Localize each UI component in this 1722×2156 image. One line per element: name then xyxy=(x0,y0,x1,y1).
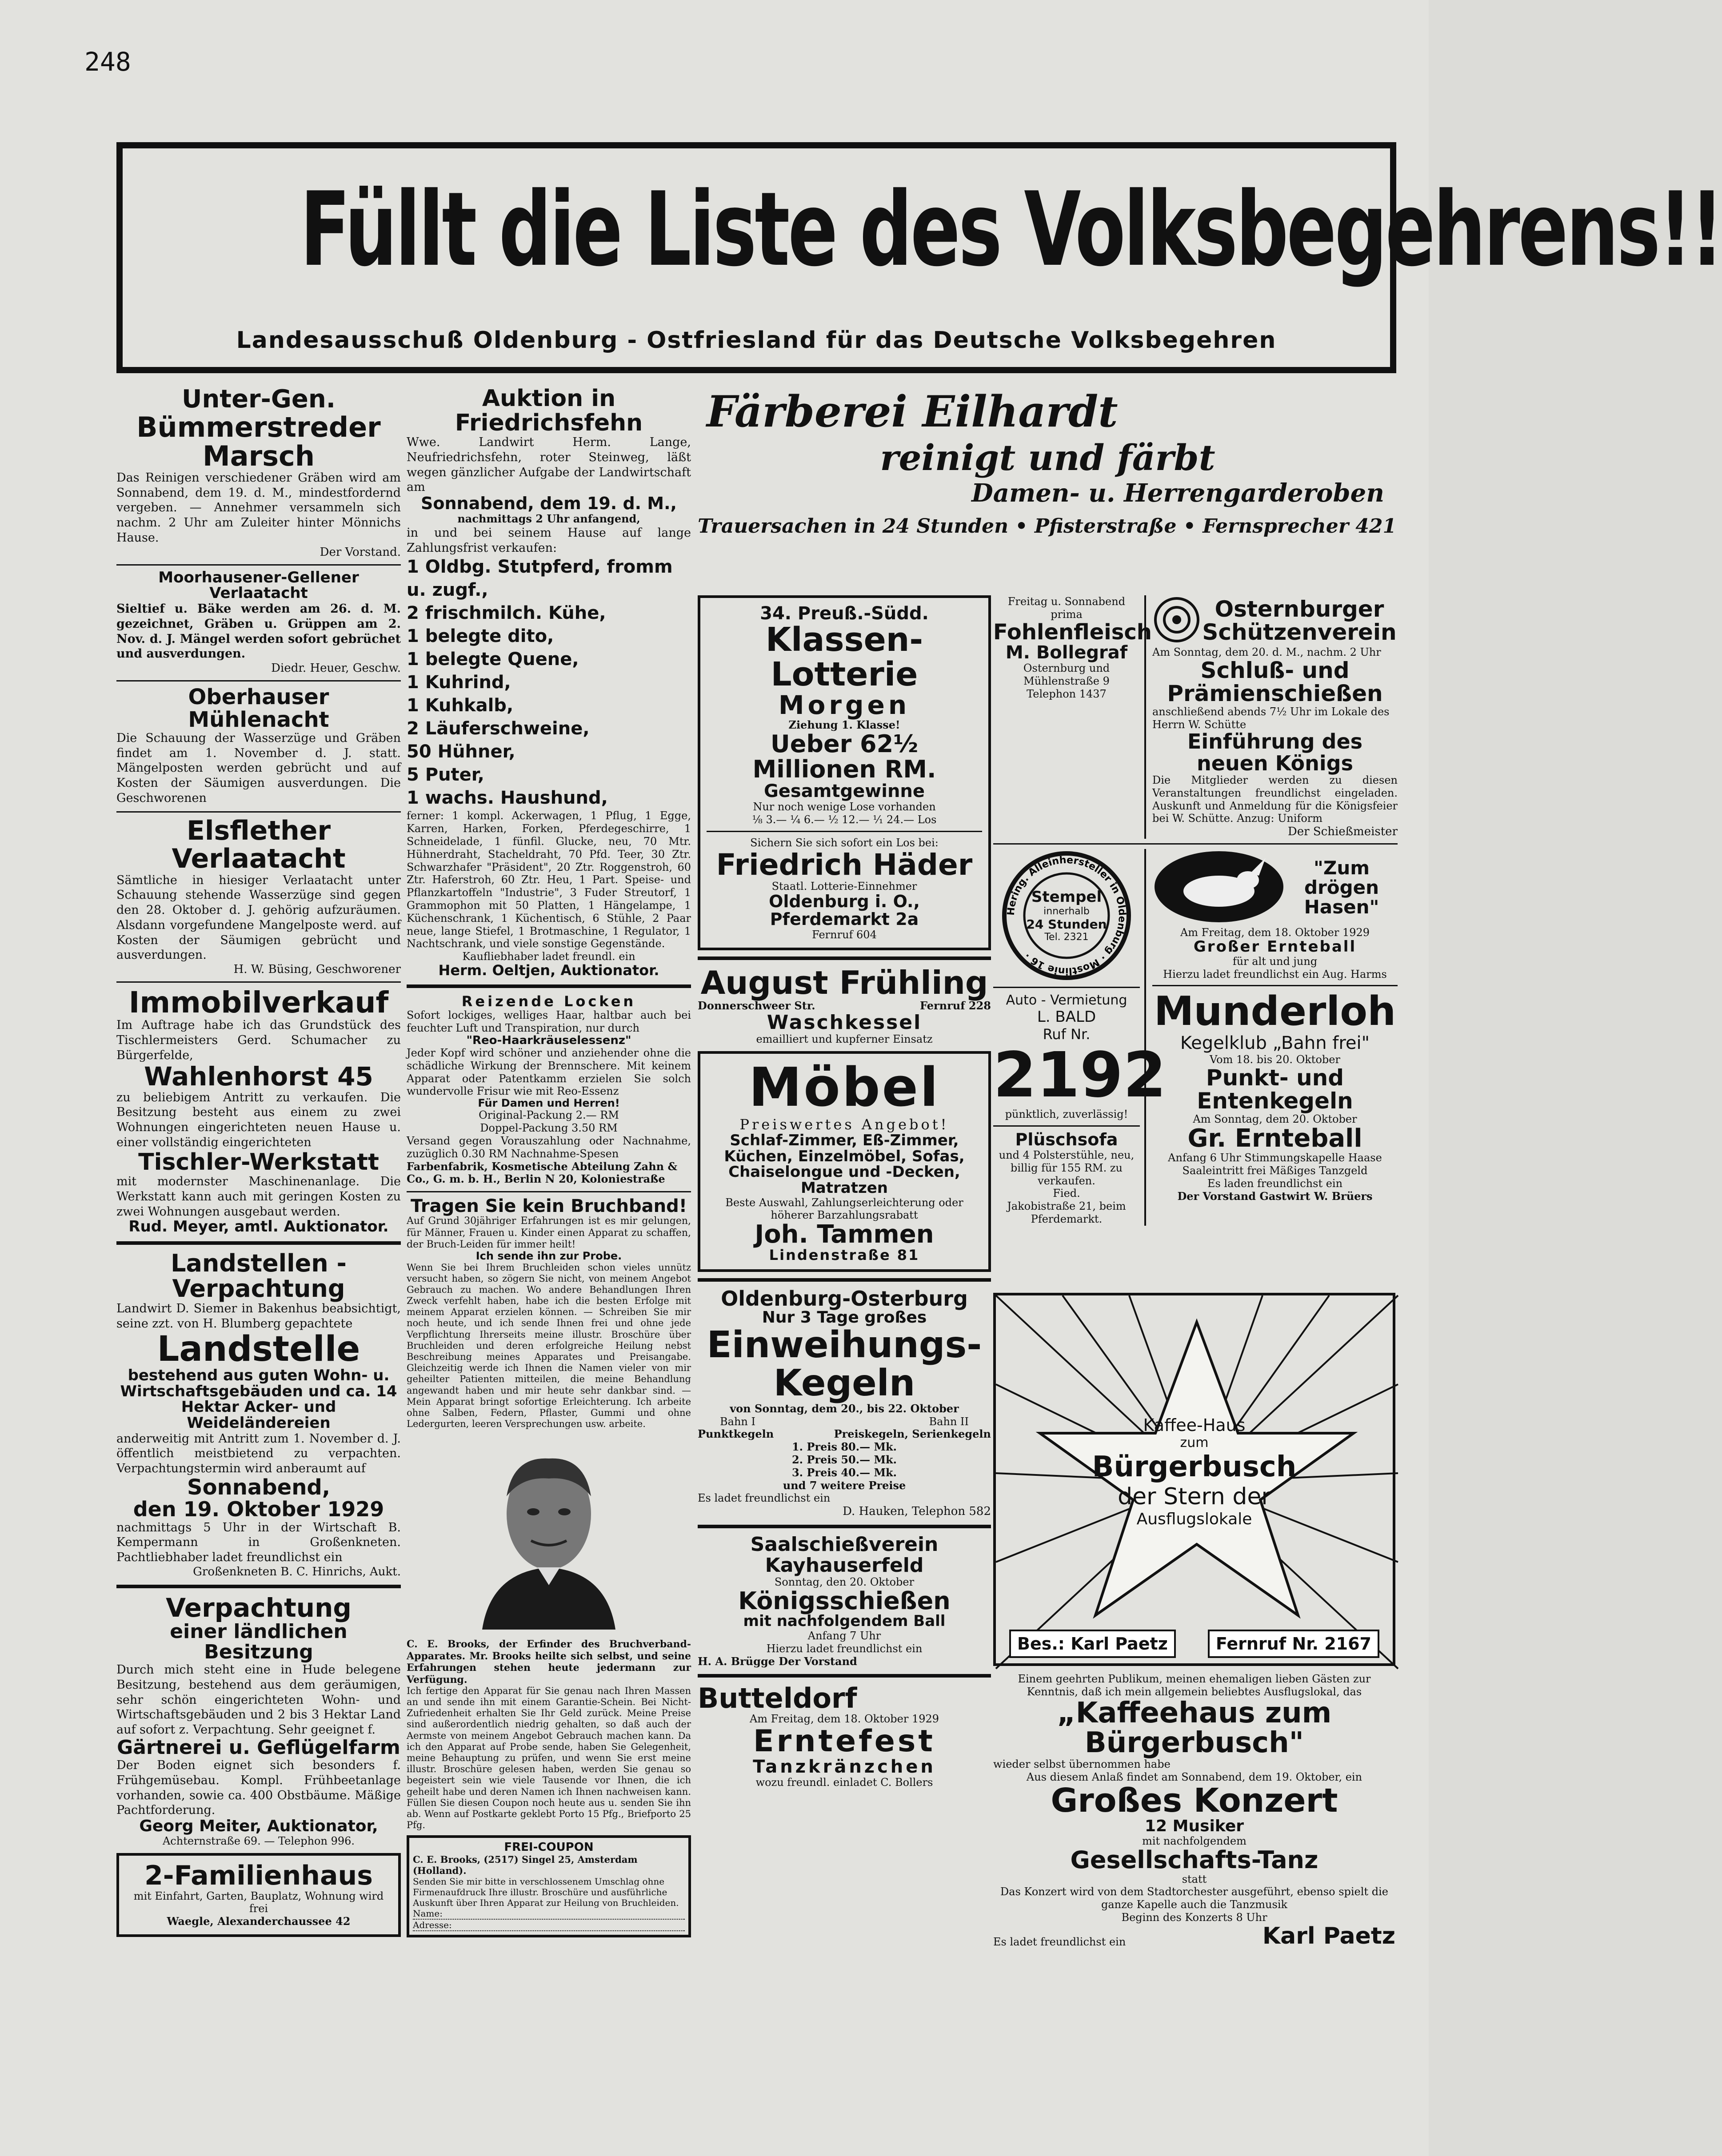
ad-subtitle: Tischler-Werkstatt xyxy=(138,1148,379,1176)
ad-title: "Zum drögen Hasen" xyxy=(1304,857,1379,918)
ad-bahn-1: Bahn I xyxy=(720,1415,755,1428)
ad-immobilverkauf xyxy=(116,987,401,1235)
ad-time: Anfang 7 Uhr xyxy=(807,1630,881,1642)
auction-item: 50 Hühner, xyxy=(407,741,515,762)
ad-big-word: Landstelle xyxy=(157,1329,360,1369)
ad-date-2: Am Sonntag, dem 20. Oktober xyxy=(1193,1112,1357,1125)
ad-description: emailliert und kupferner Einsatz xyxy=(756,1033,933,1046)
ad-signature: Rud. Meyer, amtl. Auktionator. xyxy=(128,1218,389,1236)
ad-title: Landstellen - Verpachtung xyxy=(171,1249,347,1303)
coupon-address: C. E. Brooks, (2517) Singel 25, Amsterdam (Holland). xyxy=(413,1853,638,1876)
ad-subtitle: Für Damen und Herren! xyxy=(478,1097,620,1110)
target-emblem-icon xyxy=(1152,595,1201,646)
ad-text-2: wieder selbst übernommen habe xyxy=(993,1757,1171,1770)
ad-signature: Der Schießmeister xyxy=(1287,825,1398,839)
ad-event-2: Gesellschafts-Tanz xyxy=(1070,1845,1318,1874)
ad-subtitle-2: Damen- u. Herrengarderoben xyxy=(971,478,1384,508)
ad-time: Anfang 6 Uhr Stimmungskapelle Haase xyxy=(1168,1152,1382,1164)
stamp-line-4: Tel. 2321 xyxy=(1044,932,1089,943)
phone-label: Fernruf Nr. 2167 xyxy=(1208,1630,1379,1658)
ad-text: Am Sonntag, dem 20. d. M., nachm. 2 Uhr xyxy=(1152,646,1381,658)
ad-text-4: mit nachfolgendem xyxy=(1142,1835,1247,1848)
stamp-line-3: 24 Stunden xyxy=(1026,917,1107,932)
ad-text: mit Einfahrt, Garten, Bauplatz, Wohnung wird frei xyxy=(133,1889,384,1915)
ad-signature: Waegle, Alexanderchaussee 42 xyxy=(167,1915,351,1928)
ad-price-2: Doppel-Packung 3.50 RM xyxy=(480,1122,618,1135)
ad-prize-4: und 7 weitere Preise xyxy=(783,1479,906,1492)
ad-text: Wwe. Landwirt Herm. Lange, Neufriedrichsfehn, roter Steinweg, läßt wegen gänzlicher Aufgabe der Landwirtschaft am xyxy=(407,435,691,494)
ad-text: Sieltief u. Bäke werden am 26. d. M. gezeichnet, Gräben u. Grüppen am 2. Nov. d. J. Mängel werden sofort gebrüchet und ausverdungen. xyxy=(116,602,401,661)
ad-description: bestehend aus guten Wohn- u. Wirtschaftsgebäuden und ca. 14 Hektar Acker- und Weideländereien xyxy=(120,1366,397,1432)
auction-item-list xyxy=(407,555,691,809)
ad-moebel xyxy=(698,1051,991,1272)
ad-name: Friedrich Häder xyxy=(716,847,973,882)
ad-bruchband xyxy=(407,1197,691,1937)
ad-top: Oldenburg-Osterburg xyxy=(721,1286,968,1311)
ad-droegen-hasen xyxy=(1152,849,1398,980)
ad-title: Tragen Sie kein Bruchband! xyxy=(411,1196,687,1217)
ad-event: Punkt- und Entenkegeln xyxy=(1197,1064,1353,1114)
ad-text-2: anderweitig mit Antritt zum 1. November d. J. öffentlich meistbietend zu verpachten. Verpachtungstermin wird anberaumt auf xyxy=(116,1431,401,1476)
ad-name: „Kaffeehaus zum Bürgerbusch" xyxy=(1057,1696,1332,1759)
ad-text-2: anschließend abends 7½ Uhr im Lokale des Herrn W. Schütte xyxy=(1152,705,1390,731)
ad-product: "Reo-Haarkräuselessenz" xyxy=(466,1033,631,1047)
ad-faerberei-eilhardt xyxy=(698,387,1398,538)
ad-title: Reizende Locken xyxy=(461,992,636,1010)
ad-text-3: Ich fertige den Apparat für Sie genau nach Ihren Massen an und sende ihn mit einem Garantie-Schein. Bei Nicht-Zufriedenheit erhalten Sie Ihr Geld zurück. Meine Preise sind außerordentlich niedrig gehalten, so daß auch der Aermste von meinem Angebot Gebrauch machen kann. Da ich den Apparat auf Probe sende, haben Sie Gelegenheit, meine Behauptung zu prüfen, und wenn Sie erst meine illustr. Broschüre gelesen haben, werden Sie genau so begeistert sein wie viele Tausende vor Ihnen, die ich geheilt habe und deren Namen ich Ihnen nachweisen kann. Füllen Sie diesen Coupon noch heute aus u. senden Sie ihn ab. Wenn auf Postkarte geklebt Porto 15 Pfg., Briefporto 25 Pfg. xyxy=(407,1685,691,1831)
ad-auto: Auto - Vermietung xyxy=(1006,992,1127,1008)
ad-day: Sonnabend, xyxy=(187,1475,330,1500)
star-line-1: Kaffee-Haus xyxy=(1143,1415,1246,1435)
ad-title: Verpachtung xyxy=(166,1592,352,1623)
column-1 xyxy=(116,387,401,2026)
ad-prize-2: 2. Preis 50.— Mk. xyxy=(791,1453,897,1467)
ad-title: Klassen-Lotterie xyxy=(765,621,923,693)
ad-telephone: Telephon 1437 xyxy=(1027,687,1107,700)
ad-kaffeehaus-star xyxy=(993,1293,1395,1666)
ad-prices: ⅛ 3.— ¼ 6.— ½ 12.— ⅟₁ 24.— Los xyxy=(752,813,937,826)
ad-sichern: Sichern Sie sich sofort ein Los bei: xyxy=(750,837,939,849)
ad-event-2: mit nachfolgendem Ball xyxy=(743,1612,946,1630)
stamp-line-1: Stempel xyxy=(1031,888,1102,906)
stamp-ring-text: Hering. Alleinhersteller in Oldenburg · Mostlinie 16 · xyxy=(1005,855,1128,977)
ad-big: Ueber 62½ Millionen RM. xyxy=(752,730,936,783)
ad-date: den 19. Oktober 1929 xyxy=(133,1497,384,1522)
ad-subtitle: einer ländlichen Besitzung xyxy=(170,1620,348,1663)
ad-event: Großes Konzert xyxy=(1051,1781,1338,1820)
ad-top: 34. Preuß.-Südd. xyxy=(760,603,929,624)
ad-signature: Farbenfabrik, Kosmetische Abteilung Zahn & Co., G. m. b. H., Berlin N 20, Koloniestraße xyxy=(407,1160,678,1186)
ad-signature: Es ladet freundlichst ein xyxy=(698,1492,831,1505)
ad-subtitle: für alt und jung xyxy=(1232,955,1318,968)
ad-address: Jakobistraße 21, beim Pferdemarkt. xyxy=(1007,1200,1126,1226)
ad-ruf: Ruf Nr. xyxy=(1043,1026,1091,1043)
ad-text: Das Reinigen verschiedener Gräben wird am Sonnabend, dem 19. d. M., mindestfordernd vergeben. — Annehmer versammeln sich nachm. 2 Uhr am Zuleiter hinter Mönnichs Hause. xyxy=(116,470,401,545)
ad-title: 2-Familienhaus xyxy=(144,1860,373,1891)
auction-item: 1 belegte dito, xyxy=(407,626,554,647)
ad-signature: Hierzu ladet freundlichst ein Aug. Harms xyxy=(1163,968,1387,980)
ad-time: nachmittags 2 Uhr anfangend, xyxy=(457,512,640,526)
auction-item: 1 wachs. Haushund, xyxy=(407,788,608,809)
ad-text: Freitag u. Sonnabend prima xyxy=(1007,595,1126,621)
banner-headline: Füllt die Liste des Volksbegehrens!! xyxy=(300,171,1722,289)
ad-elsfleth xyxy=(116,817,401,976)
star-line-4: der Stern der xyxy=(1118,1483,1271,1510)
ad-butteldorf xyxy=(698,1684,991,1789)
column-4 xyxy=(993,595,1398,1226)
star-line-2: zum xyxy=(1180,1435,1209,1451)
ad-signature: wozu freundl. einladet C. Bollers xyxy=(755,1776,933,1789)
ad-kegel-1: Punktkegeln xyxy=(698,1427,774,1441)
ad-title: August Frühling xyxy=(700,964,988,1001)
ad-signature: Es ladet freundlichst ein xyxy=(993,1935,1126,1948)
stamp-line-2: innerhalb xyxy=(1043,906,1090,917)
ad-morgen: Morgen xyxy=(778,690,911,721)
ad-address: Donnerschweer Str. xyxy=(698,999,815,1012)
ad-title: Immobilverkauf xyxy=(128,985,389,1020)
ad-einweihungs-kegeln xyxy=(698,1288,991,1519)
ad-signature: Diedr. Heuer, Geschw. xyxy=(271,662,401,675)
ad-text: Beste Auswahl, Zahlungserleichterung oder höherer Barzahlungsrabatt xyxy=(725,1196,963,1222)
ad-text: Sofort lockiges, welliges Haar, haltbar auch bei feuchter Luft und Transpiration, nur durch xyxy=(407,1009,691,1034)
ad-event-2: Einführung des neuen Königs xyxy=(1187,729,1363,775)
star-line-5: Ausflugslokale xyxy=(1136,1510,1252,1528)
ad-text-3: Versand gegen Vorauszahlung oder Nachnahme, zuzüglich 0.30 RM Nachnahme-Spesen xyxy=(407,1134,691,1160)
ad-text: Einem geehrten Publikum, meinen ehemaligen lieben Gästen zur Kenntnis, daß ich mein allgemein beliebtes Ausflugslokal, das xyxy=(1018,1673,1371,1698)
ad-name: Fied. xyxy=(1053,1187,1080,1200)
auction-item: 2 frischmilch. Kühe, xyxy=(407,603,606,624)
coupon-address-field[interactable]: Adresse: xyxy=(413,1920,685,1931)
ad-signature: Hierzu ladet freundlichst ein xyxy=(766,1642,923,1655)
ad-date: Am Freitag, dem 18. Oktober 1929 xyxy=(1180,926,1370,939)
ad-signature-2: D. Hauken, Telephon 582 xyxy=(843,1505,991,1518)
ad-subtitle: Nur 3 Tage großes xyxy=(762,1308,927,1327)
ad-prize-1: 1. Preis 80.— Mk. xyxy=(791,1440,897,1454)
ad-text: Die Schauung der Wasserzüge und Gräben findet am 1. November d. J. statt. Mängelposten werden gebrücht und auf Kosten der Säumigen ausverdungen. Die Geschworenen xyxy=(116,731,401,805)
ad-product: Waschkessel xyxy=(767,1011,922,1034)
column-3 xyxy=(698,595,991,1794)
ad-text: Sämtliche in hiesiger Verlaatacht unter Schauung stehende Wasserzüge sind gegen den 28. Oktober d. J. gehörig aufzuräumen. Alsdann vorgefundene Mangelposte werd. auf Kosten der Säumigen gebrücht und ausverdungen. xyxy=(116,873,401,962)
owner-label: Bes.: Karl Paetz xyxy=(1009,1630,1176,1658)
star-line-3: Bürgerbusch xyxy=(1092,1451,1297,1483)
ad-title: Fohlenfleisch xyxy=(993,619,1152,645)
ad-text-2: Wenn Sie bei Ihrem Bruchleiden schon vieles unnütz versucht haben, so zögern Sie nicht, von meinem Angebot Gebrauch zu machen. Wo andere Behandlungen Ihren Zweck verfehlt haben, habe ich die besten Erfolge mit meinem Apparat erzielen können. — Schreiben Sie mir noch heute, und ich sende Ihnen frei und ohne jede Verpflichtung Ihrerseits meine illustr. Broschüre über Bruchleiden und deren erfolgreiche Heilung nebst Beschreibung meines Apparates und Preisangabe. Gleichzeitig werde ich Ihnen die Namen vieler von mir geheilter Patienten mitteilen, die meine Behandlung angewandt haben und mir heute sehr dankbar sind. — Mein Apparat bringt sofortige Erleichterung. Ich arbeite ohne Salben, Federn, Pflaster, Gummi und ohne Ledergurten, leeren Versprechungen usw. arbeite. xyxy=(407,1262,691,1430)
ad-role: Staatl. Lotterie-Einnehmer xyxy=(771,880,917,893)
ad-lose: Nur noch wenige Lose vorhanden xyxy=(753,801,936,813)
auction-item: 1 Kuhrind, xyxy=(407,672,511,693)
ad-oberhausen xyxy=(116,686,401,806)
ad-text-3: ferner: 1 kompl. Ackerwagen, 1 Pflug, 1 Egge, Karren, Harken, Forken, Pferdegeschirre, 1 Schneidelade, 1 fünfil. Glucke, neu, 70 Mtr. Hühnerdraht, Stacheldraht, 70 Pfd. Teer, 30 Ztr. Schwarzhafer "Präsident", 20 Ztr. Roggenstroh, 60 Ztr. Haferstroh, 60 Ztr. Heu, 1 Part. Speise- und Pflanzkartoffeln "Industrie", 3 Fuder Streutorf, 1 Grammophon mit 50 Platten, 1 Hängelampe, 1 Küchenschrank, 1 Küchentisch, 6 Stühle, 2 Paar neue, lange Stiefel, 1 Brotmaschine, 1 Regulator, 1 Nachtschrank, und viele sonstige Gegenstände. xyxy=(407,809,691,950)
ad-event: Großer Ernteball xyxy=(1193,938,1357,956)
ad-date: Sonnabend, dem 19. d. M., xyxy=(420,494,677,514)
ad-date: Vom 18. bis 20. Oktober xyxy=(1210,1053,1340,1066)
ad-title: Plüschsofa xyxy=(1015,1130,1118,1150)
ad-text-2: Der Boden eignet sich besonders f. Frühgemüsebau. Kompl. Frühbeetanlage vorhanden, sowie ca. 400 Obstbäume. Mäßige Pachtforderung. xyxy=(116,1758,401,1817)
ad-signature: Georg Meiter, Auktionator, xyxy=(139,1817,378,1836)
ad-address: Wahlenhorst 45 xyxy=(144,1061,373,1092)
ad-phone-number: 2192 xyxy=(993,1039,1167,1112)
ad-bahn-2: Bahn II xyxy=(929,1415,969,1428)
ad-date: Am Freitag, dem 18. Oktober 1929 xyxy=(749,1713,939,1726)
ad-kegel-2: Preiskegeln, Serienkegeln xyxy=(834,1427,991,1441)
ad-title: Moorhausener-Gellener Verlaatacht xyxy=(158,568,359,602)
ad-schuetzenverein xyxy=(1146,595,1398,839)
ad-fohlenfleisch xyxy=(993,595,1152,839)
ad-title: Auktion in Friedrichsfehn xyxy=(455,385,643,436)
ad-pluschsofa xyxy=(993,1131,1140,1226)
free-coupon xyxy=(407,1835,691,1937)
ad-text-3: mit modernster Maschinenanlage. Die Werkstatt kann auch mit geringen Kosten zu zwei Wohnungen ausgebaut werden. xyxy=(116,1175,401,1219)
ad-musicians: 12 Musiker xyxy=(1145,1817,1244,1836)
ad-title: Oberhauser Mühlenacht xyxy=(188,685,329,732)
ad-verpachtung xyxy=(116,1594,401,1848)
ad-name: M. Bollegraf xyxy=(1005,642,1128,663)
ad-signature: Der Vorstand. xyxy=(320,545,401,559)
ad-bold: Ich sende ihn zur Probe. xyxy=(475,1250,622,1263)
ad-title: Munderloh xyxy=(1154,988,1396,1035)
page-number: 248 xyxy=(84,47,131,77)
ad-text-6: Beginn des Konzerts 8 Uhr xyxy=(1121,1911,1267,1924)
ad-title: Unter-Gen. xyxy=(181,385,336,414)
portrait-caption: C. E. Brooks, der Erfinder des Bruchverband-Apparates. Mr. Brooks heilte sich selbst, und seine Erfahrungen stehen heute jedermann zur Verfügung. xyxy=(407,1638,691,1686)
ad-subtitle: Bümmerstreder Marsch xyxy=(136,410,381,472)
ad-event: Königsschießen xyxy=(738,1586,951,1615)
ad-title: Osternburger Schützenverein xyxy=(1202,596,1397,645)
ad-subtitle: Tanzkränzchen xyxy=(753,1756,936,1777)
ad-untergen xyxy=(116,387,401,559)
ad-text-3: nachmittags 5 Uhr in der Wirtschaft B. Kempermann in Großenkneten. Pachtliebhaber ladet freundlichst ein xyxy=(116,1520,401,1565)
ad-text: Auf Grund 30jähriger Erfahrungen ist es mir gelungen, für Männer, Frauen u. Kinder einen Apparat zu schaffen, der Bruch-Leiden für immer heilt! xyxy=(407,1215,691,1250)
ad-address: Osternburg und Mühlenstraße 9 xyxy=(1023,662,1110,687)
ad-saalschiessverein xyxy=(698,1534,991,1668)
ad-stempel-auto xyxy=(993,849,1167,1226)
ad-text-3: Die Mitglieder werden zu diesen Veranstaltungen freundlichst eingeladen. Auskunft und Anmeldung für die Königsfeier bei W. Schütte. Anzug: Uniform xyxy=(1152,773,1398,825)
ad-auktion-friedrichsfehn xyxy=(407,387,691,978)
ad-title: Saalschießverein Kayhauserfeld xyxy=(750,1533,939,1577)
ad-title: Butteldorf xyxy=(698,1682,857,1715)
ad-telephone: Fernruf 228 xyxy=(920,999,991,1012)
coupon-name-field[interactable]: Name: xyxy=(413,1908,685,1920)
ad-title: Färberei Eilhardt xyxy=(707,387,1118,437)
ad-reizende-locken xyxy=(407,994,691,1186)
ad-munderloh xyxy=(1152,988,1398,1203)
stamp-seal xyxy=(1000,849,1133,982)
ad-signature: Kaufliebhaber ladet freundl. ein xyxy=(462,950,635,963)
ad-signature-2: Der Vorstand Gastwirt W. Brüers xyxy=(1177,1189,1373,1203)
ad-ziehung: Ziehung 1. Klasse! xyxy=(788,718,900,732)
ad-text-3: Aus diesem Anlaß findet am Sonnabend, dem 19. Oktober, ein xyxy=(1026,1770,1362,1783)
ad-text-5: Das Konzert wird von dem Stadtorchester ausgeführt, ebenso spielt die ganze Kapelle auch die Tanzmusik xyxy=(1000,1885,1388,1911)
ad-statt: statt xyxy=(1182,1873,1207,1885)
ad-august-fruehling xyxy=(698,966,991,1046)
ad-event-2: Gr. Ernteball xyxy=(1187,1124,1362,1153)
column-2 xyxy=(407,387,691,2026)
volksbegehren-banner xyxy=(116,142,1722,373)
ad-subtitle: reinigt und färbt xyxy=(880,437,1215,478)
ad-moorhausen xyxy=(116,570,401,675)
ad-price-1: Original-Packung 2.— RM xyxy=(479,1109,619,1122)
ad-address: Lindenstraße 81 xyxy=(769,1247,920,1264)
coupon-text: Senden Sie mir bitte in verschlossenem Umschlag ohne Firmenaufdruck Ihre illustr. Broschüre und ausführliche Auskunft über Ihren Apparat zur Heilung von Bruchleiden. xyxy=(413,1876,679,1909)
ad-description: pünktlich, zuverlässig! xyxy=(1005,1108,1128,1121)
ad-signature-2: Herm. Oeltjen, Auktionator. xyxy=(438,961,659,979)
ad-telephone: Fernruf 604 xyxy=(812,928,877,941)
ad-text: Saaleintritt frei Mäßiges Tanzgeld xyxy=(1182,1164,1368,1177)
ad-signature-2: H. A. Brügge Der Vorstand xyxy=(698,1654,857,1668)
ad-text: Im Auftrage habe ich das Grundstück des Tischlermeisters Gerd. Schumacher zu Bürgerfelde, xyxy=(116,1018,401,1062)
ad-subtitle: Preiswertes Angebot! xyxy=(739,1116,949,1133)
auction-item: 1 Kuhkalb, xyxy=(407,695,514,716)
ad-prize-3: 3. Preis 40.— Mk. xyxy=(791,1466,897,1479)
ad-title: Elsflether Verlaatacht xyxy=(172,815,346,874)
ad-subtitle-2: Gärtnerei u. Geflügelfarm xyxy=(117,1736,400,1759)
ad-landstellen xyxy=(116,1251,401,1578)
ad-line: Trauersachen in 24 Stunden • Pfisterstraße • Fernsprecher 421 xyxy=(698,515,1397,538)
auction-item: 5 Puter, xyxy=(407,765,484,785)
ad-subtitle: Kegelklub „Bahn frei" xyxy=(1180,1032,1370,1053)
ad-list: Schlaf-Zimmer, Eß-Zimmer, Küchen, Einzelmöbel, Sofas, Chaiselongue und -Decken, Matratzen xyxy=(724,1131,965,1197)
ad-address: Achternstraße 69. — Telephon 996. xyxy=(162,1834,355,1847)
ad-signature: Großenkneten B. C. Hinrichs, Aukt. xyxy=(193,1565,401,1578)
ad-dates: von Sonntag, dem 20., bis 22. Oktober xyxy=(730,1402,959,1415)
ad-date: Sonntag, den 20. Oktober xyxy=(774,1575,915,1588)
ad-text: Durch mich steht eine in Hude belegene Besitzung, bestehend aus dem geräumigen, sehr schön eingerichteten Wohn- und Wirtschaftsgebäuden und 2 bis 3 Hektar Land auf sofort z. Verpachtung. Sehr geeignet f. xyxy=(116,1663,401,1737)
ad-klassen-lotterie xyxy=(698,595,991,950)
ad-name: L. BALD xyxy=(1037,1008,1096,1026)
auction-item: 1 belegte Quene, xyxy=(407,649,579,670)
ad-signature-2: Karl Paetz xyxy=(1262,1922,1395,1949)
hare-icon xyxy=(1152,849,1286,926)
ad-text-2: Jeder Kopf wird schöner und anziehender ohne die schädliche Wirkung der Brennschere. Mit keinem Apparat oder Patentkamm erzielen Sie solch wundervolle Frisur wie mit Reo-Essenz xyxy=(407,1047,691,1098)
ad-signature: Es laden freundlichst ein xyxy=(1207,1177,1343,1190)
ad-kaffeehaus-text xyxy=(993,1673,1395,1948)
ad-signature: H. W. Büsing, Geschworener xyxy=(233,963,401,976)
auction-item: 2 Läuferschweine, xyxy=(407,718,590,739)
portrait-image xyxy=(464,1439,633,1630)
ad-title: Einweihungs-Kegeln xyxy=(707,1323,982,1404)
ad-event: Erntefest xyxy=(753,1724,935,1759)
ad-gesamt: Gesamtgewinne xyxy=(763,781,925,802)
ad-text-2: zu beliebigem Antritt zu verkaufen. Die Besitzung besteht aus einem zu zwei Wohnungen eingerichteten neuen Hause u. einer vollständig eingerichteten xyxy=(116,1090,401,1149)
coupon-title: FREI-COUPON xyxy=(504,1841,594,1854)
ad-text: und 4 Polsterstühle, neu, billig für 155 RM. zu verkaufen. xyxy=(999,1149,1135,1187)
ad-name: Joh. Tammen xyxy=(755,1220,934,1249)
ad-event: Schluß- und Prämienschießen xyxy=(1167,657,1383,707)
ad-address: Oldenburg i. O., Pferdemarkt 2a xyxy=(769,891,920,929)
auction-item: 1 Oldbg. Stutpferd, fromm u. zugf., xyxy=(407,557,673,601)
ad-title: Möbel xyxy=(748,1056,940,1119)
ad-text-2: in und bei seinem Hause auf lange Zahlungsfrist verkaufen: xyxy=(407,526,691,555)
ad-text: Landwirt D. Siemer in Bakenhus beabsichtigt, seine zzt. von H. Blumberg gepachtete xyxy=(116,1302,401,1331)
banner-subline: Landesausschuß Oldenburg - Ostfriesland für das Deutsche Volksbegehren xyxy=(236,327,1277,354)
ad-familienhaus xyxy=(116,1853,401,1937)
